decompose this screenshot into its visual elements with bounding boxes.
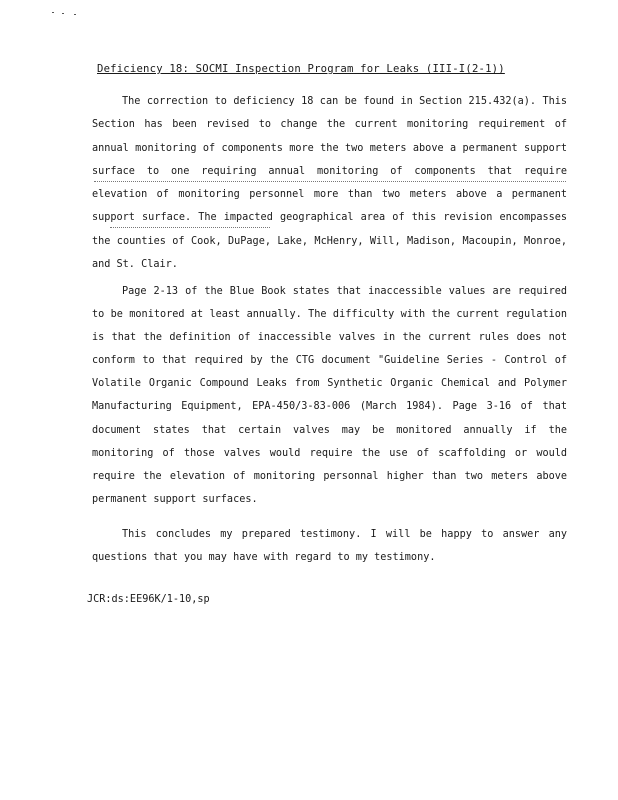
scan-speck: [74, 14, 76, 15]
paragraph-3: This concludes my prepared testimony. I will be happy to answer any questions that you may have with regard to my testimony.: [92, 529, 567, 564]
scan-speck: [62, 13, 64, 14]
scan-artifact-line: [110, 227, 270, 229]
reference-line: JCR:ds:EE96K/1-10,sp: [87, 594, 210, 605]
paragraph-2: Page 2-13 of the Blue Book states that inaccessible values are required to be monitored at least annually. The difficulty with the current regulation is that the definition of inaccessible valves in the current rules does not conform to that required by the CTG document "Guideline Series - Control of Volatile Organic Compound Leaks from Synthetic Organic Chemical and Polymer Manufacturing Equipment, EPA-450/3-83-006 (March 1984). Page 3-16 of that document states that certain valves may be monitored annually if the monitoring of those valves would require the use of scaffolding or would require the elevation of monitoring personnal higher than two meters above permanent support surfaces.: [92, 286, 567, 505]
paragraph-1: The correction to deficiency 18 can be found in Section 215.432(a). This Section has been revised to change the current monitoring requirement of annual monitoring of components more the two meters above a permanent support surface to one requiring annual monitoring of components that require elevation of monitoring personnel more than two meters above a permanent support surface. The impacted geographical area of this revision encompasses the counties of Cook, DuPage, Lake, McHenry, Will, Madison, Macoupin, Monroe, and St. Clair.: [92, 96, 567, 271]
scan-speck: [52, 12, 54, 13]
section-heading: Deficiency 18: SOCMI Inspection Program for Leaks (III-I(2-1)): [97, 63, 505, 75]
scan-artifact-line: [94, 181, 566, 183]
